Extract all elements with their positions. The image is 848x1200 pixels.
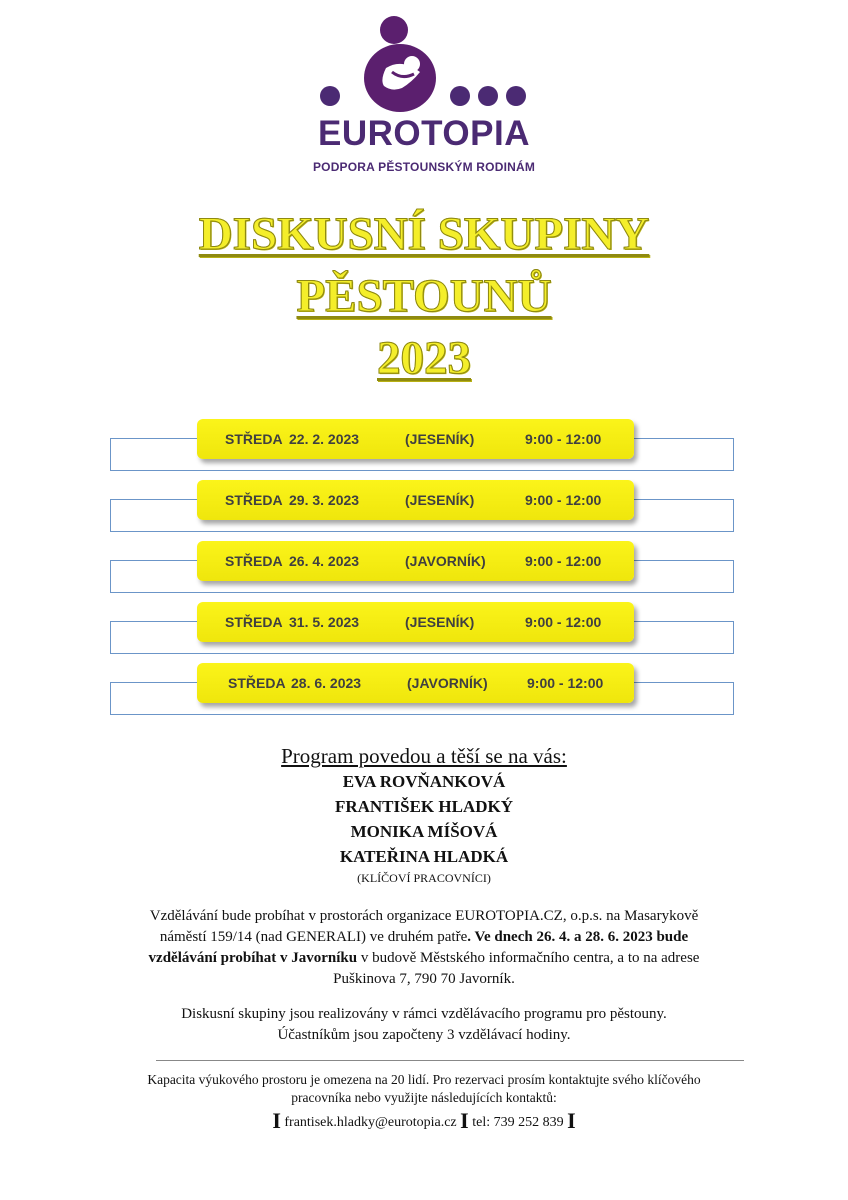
host-name: EVA ROVŇANKOVÁ: [342, 772, 506, 791]
session-day: STŘEDA: [225, 614, 283, 630]
session-place: (JESENÍK): [405, 431, 475, 447]
session-time: 9:00 - 12:00: [527, 675, 604, 691]
title-line-1: DISKUSNÍ SKUPINY: [198, 208, 650, 260]
session-date: 28. 6. 2023: [291, 675, 362, 691]
session-place: (JAVORNÍK): [405, 553, 486, 569]
session-row: [197, 541, 634, 581]
session-day: STŘEDA: [225, 553, 283, 569]
host-name: MONIKA MÍŠOVÁ: [350, 822, 498, 841]
hosts-role: (KLÍČOVÍ PRACOVNÍCI): [357, 871, 491, 885]
session-place: (JESENÍK): [405, 492, 475, 508]
session-date: 26. 4. 2023: [289, 553, 360, 569]
title-line-3: 2023: [377, 332, 471, 384]
brand-tagline: PODPORA PĚSTOUNSKÝM RODINÁM: [312, 160, 536, 174]
session-time: 9:00 - 12:00: [525, 553, 602, 569]
separator-bar: I: [272, 1108, 281, 1133]
session-date: 29. 3. 2023: [289, 492, 360, 508]
host-name: FRANTIŠEK HLADKÝ: [334, 797, 514, 816]
capacity-note: Kapacita výukového prostoru je omezena na 20 lidí. Pro rezervaci prosím kontaktujte svého klíčového pracovníka nebo využijte následujících kontaktů:: [147, 1072, 701, 1105]
family-logo-icon: [308, 10, 540, 115]
session-row: [197, 480, 634, 520]
venue-paragraph: [140, 906, 708, 990]
footer-divider: [156, 1060, 744, 1061]
venue-text: Vzdělávání bude probíhat v prostorách organizace EUROTOPIA.CZ, o.p.s. na Masarykově náměstí 159/14 (nad GENERALI) ve druhém patře: [149, 908, 699, 945]
eurotopia-logo: [308, 10, 540, 180]
session-place: (JESENÍK): [405, 614, 475, 630]
session-row: [197, 602, 634, 642]
session-row: [197, 663, 634, 703]
separator-bar: I: [460, 1108, 469, 1133]
hosts-intro: Program povedou a těší se na vás:: [281, 744, 567, 768]
venue-text-2: v budově Městského informačního centra, a to na adrese Puškinova 7, 790 70 Javorník.: [333, 950, 700, 987]
session-day: STŘEDA: [228, 675, 286, 691]
session-date: 22. 2. 2023: [289, 431, 360, 447]
program-line-2: Účastníkům jsou započteny 3 vzdělávací hodiny.: [277, 1027, 571, 1043]
contact-email[interactable]: frantisek.hladky@eurotopia.cz: [284, 1115, 457, 1130]
contact-line: [0, 1108, 848, 1134]
session-time: 9:00 - 12:00: [525, 614, 602, 630]
contact-phone[interactable]: tel: 739 252 839: [472, 1115, 564, 1130]
title-line-2: PĚSTOUNŮ: [296, 270, 552, 322]
session-day: STŘEDA: [225, 431, 283, 447]
host-name: KATEŘINA HLADKÁ: [339, 847, 509, 866]
brand-name: EUROTOPIA: [318, 114, 530, 153]
session-time: 9:00 - 12:00: [525, 492, 602, 508]
venue-highlight: . Ve dnech 26. 4. a 28. 6. 2023 bude vzdělávání probíhat v Javorníku: [148, 929, 689, 966]
session-place: (JAVORNÍK): [407, 675, 488, 691]
program-line-1: Diskusní skupiny jsou realizovány v rámci vzdělávacího programu pro pěstouny.: [181, 1006, 667, 1022]
session-date: 31. 5. 2023: [289, 614, 360, 630]
session-day: STŘEDA: [225, 492, 283, 508]
session-time: 9:00 - 12:00: [525, 431, 602, 447]
session-row: [197, 419, 634, 459]
separator-bar: I: [567, 1108, 576, 1133]
